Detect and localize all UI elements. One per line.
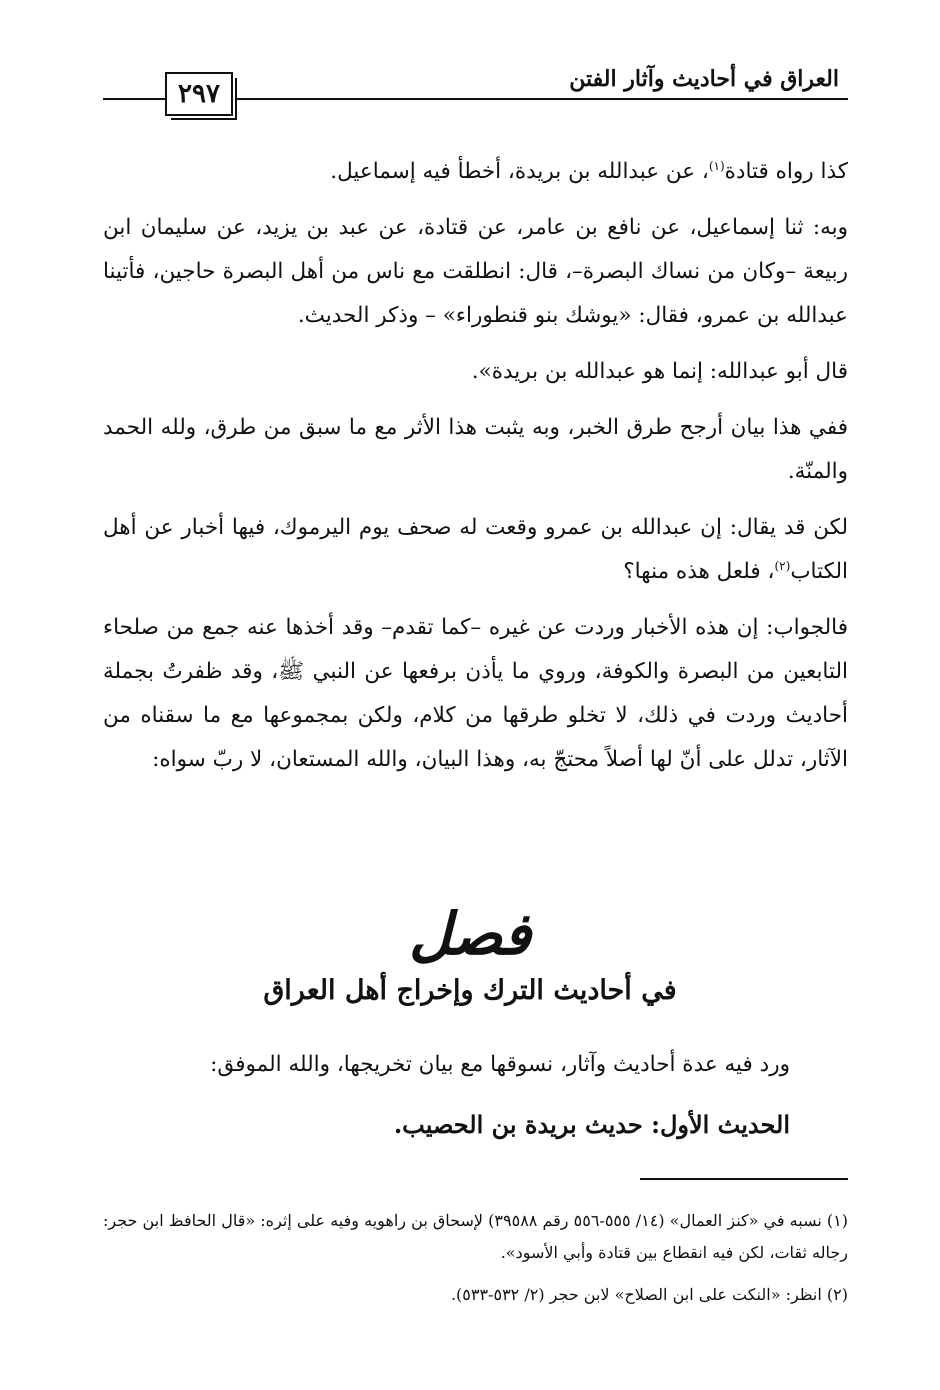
paragraph-5-text: لكن قد يقال: إن عبدالله بن عمرو وقعت له صحف يوم اليرموك، فيها أخبار عن أهل الكتاب: [103, 515, 848, 584]
paragraph-6: فالجواب: إن هذه الأخبار وردت عن غيره –كما تقدم– وقد أخذها عنه جمع من صلحاء التابعين من البصرة والكوفة، وروي ما يأذن برفعها عن النبي ﷺ، وقد ظفرتُ بجملة أحاديث وردت في ذلك، لا تخلو طرقها من كلام، ولكن بمجموعها مع ما سقناه من الآثار، تدلل على أنّ لها أصلاً محتجّ به، وهذا البيان، والله المستعان، لا ربّ سواه:: [103, 615, 848, 772]
hadith-heading: الحديث الأول: حديث بريدة بن الحصيب.: [393, 1110, 790, 1139]
footnote-ref-1: (١): [708, 158, 725, 173]
header-rule-right: [236, 98, 848, 100]
footnote-separator: [640, 1178, 848, 1180]
footnotes: [103, 1205, 848, 1321]
footnote-1: (١) نسبه في «كنز العمال» (١٤/ ٥٥٥-٥٥٦ رقم ٣٩٥٨٨) لإسحاق بن راهويه وفيه على إثره: «قال الحافظ ابن حجر: رجاله ثقات، لكن فيه انقطاع بين قتادة وأبي الأسود».: [103, 1211, 848, 1262]
paragraph-4: ففي هذا بيان أرجح طرق الخبر، وبه يثبت هذا الأثر مع ما سبق من طرق، ولله الحمد والمنّة.: [103, 415, 848, 484]
paragraph-5: [103, 506, 848, 594]
footnote-ref-2: (٢): [774, 558, 791, 573]
header-rule-left: [103, 98, 165, 100]
paragraph-1: [103, 150, 848, 194]
section-ornament-heading: فصل: [409, 900, 531, 968]
paragraph-2: وبه: ثنا إسماعيل، عن نافع بن عامر، عن قتادة، عن عبد بن يزيد، عن سليمان ابن ربيعة –وكان من نساك البصرة–، قال: انطلقت مع ناس من أهل البصرة حاجين، فأتينا عبدالله بن عمرو، فقال: «يوشك بنو قنطوراء» – وذكر الحديث.: [103, 215, 848, 328]
section-title: في أحاديث الترك وإخراج أهل العراق: [263, 975, 677, 1006]
footnote-2: (٢) انظر: «النكت على ابن الصلاح» لابن حجر (٢/ ٥٣٢-٥٣٣).: [450, 1285, 848, 1304]
page-number-box: [165, 72, 233, 116]
paragraph-3: قال أبو عبدالله: إنما هو عبدالله بن بريدة».: [471, 359, 848, 384]
paragraph-1-rest: ، عن عبدالله بن بريدة، أخطأ فيه إسماعيل.: [330, 159, 709, 184]
body-text: [103, 150, 848, 794]
paragraph-5-rest: ، فلعل هذه منها؟: [623, 559, 775, 584]
running-title: العراق في أحاديث وآثار الفتن: [563, 66, 845, 92]
section-intro: ورد فيه عدة أحاديث وآثار، نسوقها مع بيان تخريجها، والله الموفق:: [210, 1052, 790, 1077]
page-number: ٢٩٧: [178, 79, 220, 109]
paragraph-1-text: كذا رواه قتادة: [724, 159, 848, 184]
